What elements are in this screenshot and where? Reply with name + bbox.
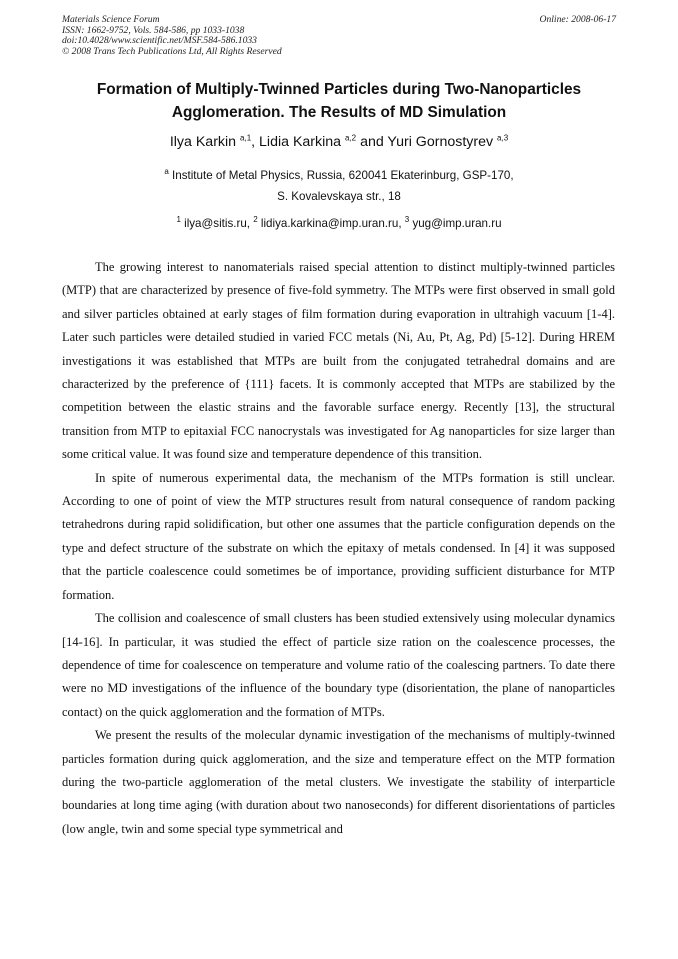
paragraph: In spite of numerous experimental data, the mechanism of the MTPs formation is still unclear. According to one of point of view the MTP structures result from natural consequence of random packing tetrahedrons during rapid solidification, but other one assumes that the particle configuration depends on the type and defect structure of the substrate on which the epitaxy of metals condensed. In [4] it was supposed that the particle coalescence could sometimes be of importance, providing sufficient disturbance for MTP formation. xyxy=(62,470,615,602)
body-text xyxy=(62,256,615,841)
paragraph: The collision and coalescence of small clusters has been studied extensively using molecular dynamics [14-16]. In particular, it was studied the effect of particle size ration on the coalescence processes, the dependence of time for coalescence on temperature and volume ratio of the coalescing partners. To date there were no MD investigations of the influence of the boundary type (disorientation, the plane of nanoparticles contact) on the quick agglomeration and the formation of MTPs. xyxy=(62,611,615,719)
email-mark: 1 xyxy=(176,215,181,225)
email-mark: 2 xyxy=(253,215,258,225)
affiliation-line-2: S. Kovalevskaya str., 18 xyxy=(277,190,401,203)
paragraph: The growing interest to nanomaterials raised special attention to distinct multiply-twinned particles (MTP) that are characterized by presence of five-fold symmetry. The MTPs were first observed in small gold and silver particles obtained at early stages of film formation during evaporation in ultrahigh vacuum [1-4]. Later such particles were detailed studied in varied FCC metals (Ni, Au, Pt, Ag, Pd) [5-12]. During HREM investigations it was established that MTPs are built from the conjugated tetrahedral domains and are characterized by the preference of {111} facets. It is commonly accepted that MTPs are stabilized by the competition between the elastic strains and the favorable surface energy. Recently [13], the structural transition from MTP to epitaxial FCC nanocrystals was investigated for Ag nanoparticles for size larger than some critical value. It was found size and temperature dependence of this transition. xyxy=(62,260,615,462)
email-address: lidiya.karkina@imp.uran.ru, xyxy=(257,217,405,230)
copyright-line: © 2008 Trans Tech Publications Ltd, All Rights Reserved xyxy=(62,45,282,57)
paper-title: Formation of Multiply-Twinned Particles during Two-Nanoparticles Agglomeration. The Results of MD Simulation xyxy=(96,81,582,121)
online-date: Online: 2008-06-17 xyxy=(539,14,616,25)
author-name: Ilya Karkin xyxy=(169,134,241,150)
email-list xyxy=(60,214,618,234)
paragraph: We present the results of the molecular dynamic investigation of the mechanisms of multiply-twinned particles formation during quick agglomeration, and the size and temperature effect on the MTP formation during the two-particle agglomeration of the metal clusters. We investigate the stability of interparticle boundaries at long time aging (with duration about two nanoseconds) for different disorientations of particles (low angle, twin and some special type symmetrical and xyxy=(62,728,615,836)
affiliation-mark: a xyxy=(164,167,169,177)
journal-header xyxy=(62,15,282,57)
email-address: yug@imp.uran.ru xyxy=(409,217,502,230)
affiliation xyxy=(60,165,618,207)
journal-name: Materials Science Forum xyxy=(62,14,160,25)
author-affiliation-mark: a,1 xyxy=(240,133,252,143)
email-mark: 3 xyxy=(404,215,410,225)
author-affiliation-mark: a,2 xyxy=(345,133,357,143)
author-name: , Lidia Karkina xyxy=(251,134,345,150)
affiliation-line-1: Institute of Metal Physics, Russia, 620041 Ekaterinburg, GSP-170, xyxy=(168,169,514,182)
author-name: and Yuri Gornostyrev xyxy=(356,134,498,150)
issn-line: ISSN: 1662-9752, Vols. 584-586, pp 1033-1038 xyxy=(62,24,245,36)
author-affiliation-mark: a,3 xyxy=(497,133,509,143)
email-address: ilya@sitis.ru, xyxy=(180,217,254,230)
doi-line: doi:10.4028/www.scientific.net/MSF.584-586.1033 xyxy=(62,35,257,47)
author-list xyxy=(40,132,638,152)
